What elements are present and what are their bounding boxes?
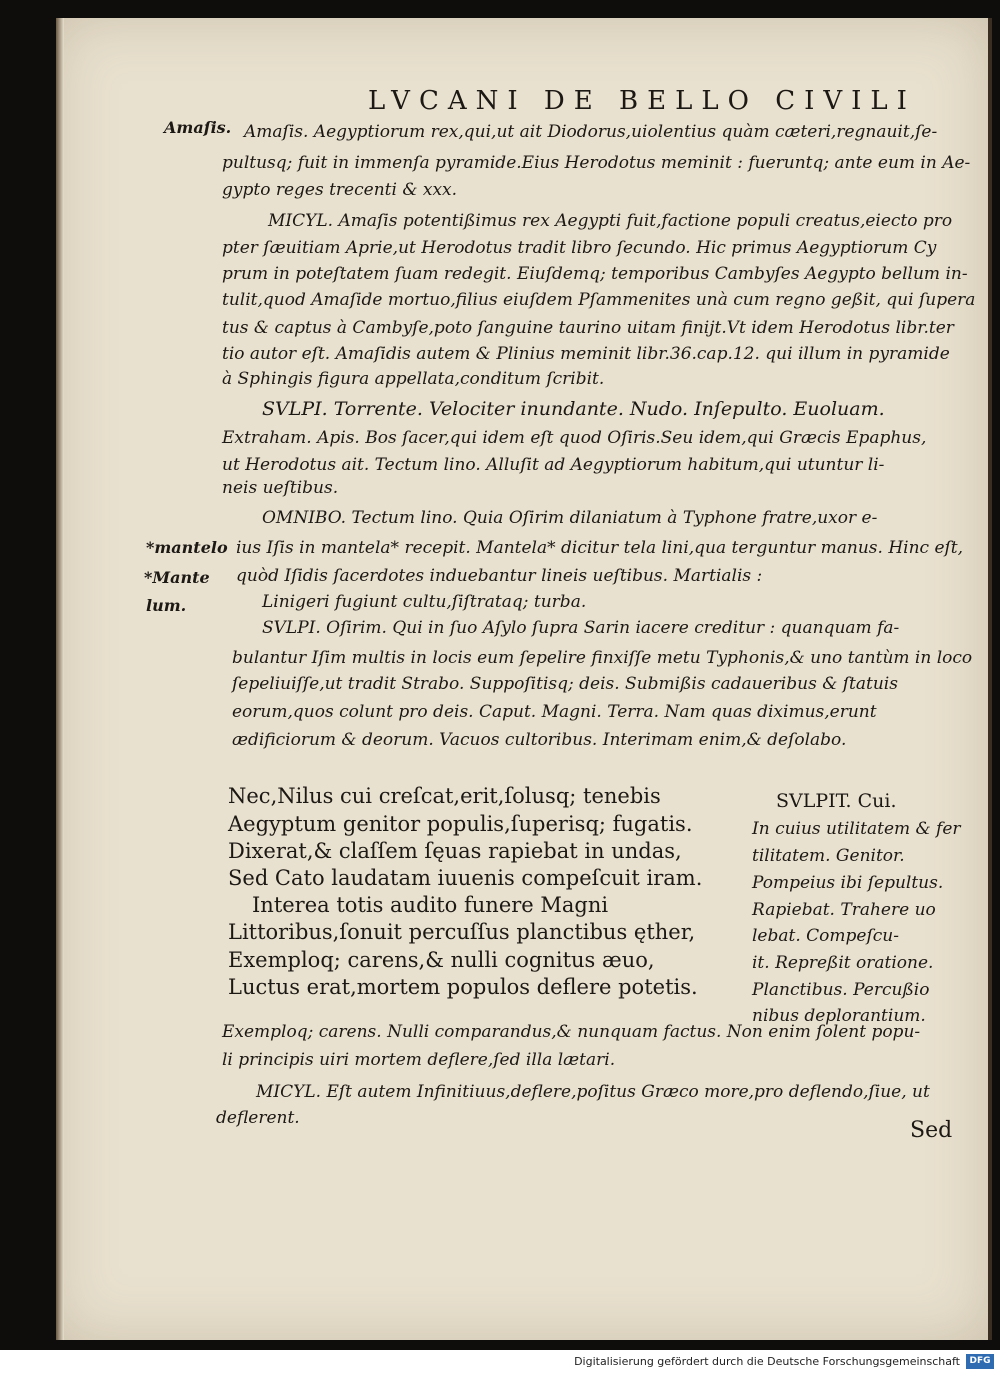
commentary-line: ius Iſis in mantela* recepit. Mantela* dicitur tela lini,qua terguntur manus. Hinc eſt, [236,538,964,558]
verse-line: Littoribus,ſonuit percuſſus planctibus ęther, [228,920,696,944]
commentary-line: ædificiorum & deorum. Vacuos cultoribus. Interimam enim,& deſolabo. [232,730,847,750]
commentary-line: li principis uiri mortem deflere,ſed illa lætari. [222,1050,616,1070]
side-note-line: Rapiebat. Trahere uo [752,900,936,920]
verse-line: Nec,Nilus cui creſcat,erit,ſolusq; tenebis [228,784,661,808]
margin-note: *mantelo [146,538,228,557]
commentary-line: SVLPI. Torrente. Velociter inundante. Nudo. Inſepulto. Euoluam. [262,398,885,420]
commentary-line: SVLPI. Oſirim. Qui in ſuo Aſylo ſupra Sarin iacere creditur : quanquam fa- [262,618,900,638]
verse-line: Sed Cato laudatam iuuenis compeſcuit iram. [228,866,703,890]
side-note-line: SVLPIT. Cui. [776,790,897,812]
commentary-line: Amaſis. Aegyptiorum rex,qui,ut ait Diodorus,uiolentius quàm cæteri,regnauit,ſe- [244,122,938,142]
side-note-line: In cuius utilitatem & fer [752,819,961,839]
side-note-line: Pompeius ibi ſepultus. [752,873,944,893]
commentary-line: OMNIBO. Tectum lino. Quia Oſirim dilaniatum à Typhone fratre,uxor e- [262,508,878,528]
side-note-line: nibus deplorantium. [752,1006,926,1026]
side-note-line: it. Repreßit oratione. [752,953,934,973]
commentary-line: prum in poteſtatem ſuam redegit. Eiuſdemq; temporibus Cambyſes Aegypto bellum in- [222,264,968,284]
page-gutter [56,18,64,1340]
margin-note: Amaſis. [164,118,232,137]
commentary-line: tus & captus à Cambyſe,poto ſanguine taurino uitam finijt.Vt idem Herodotus libr.ter [222,318,954,338]
commentary-line: MICYL. Eſt autem Infinitiuus,deflere,poſitus Græco more,pro deflendo,ſiue, ut [256,1082,930,1102]
commentary-line: gypto reges trecenti & xxx. [222,180,458,200]
commentary-line: pultusq; fuit in immenſa pyramide.Eius Herodotus meminit : fueruntq; ante eum in Ae- [222,153,971,173]
commentary-line: pter ſæuitiam Aprie,ut Herodotus tradit libro ſecundo. Hic primus Aegyptiorum Cy [222,238,937,258]
commentary-line: tulit,quod Amaſide mortuo,filius eiuſdem Pſammenites unà cum regno geßit, qui ſupera [222,290,976,310]
commentary-line: MICYL. Amaſis potentißimus rex Aegypti fuit,factione populi creatus,eiecto pro [268,211,953,231]
margin-note: *Mante [144,568,210,587]
commentary-line: eorum,quos colunt pro deis. Caput. Magni. Terra. Nam quas diximus,erunt [232,702,877,722]
verse-line: Dixerat,& claſſem ſęuas rapiebat in undas, [228,839,682,863]
commentary-line: Extraham. Apis. Bos ſacer,qui idem eſt quod Oſiris.Seu idem,qui Græcis Epaphus, [222,428,927,448]
footer-bar [0,1350,1000,1376]
margin-note: lum. [146,596,187,615]
commentary-line: bulantur Iſim multis in locis eum ſepelire finxiſſe metu Typhonis,& uno tantùm in loco [232,648,973,668]
commentary-line: ſepeliuiſſe,ut tradit Strabo. Suppoſitisq; deis. Submißis cadaueribus & ſtatuis [232,674,898,694]
footer-credit: Digitalisierung gefördert durch die Deutsche Forschungsgemeinschaft [574,1355,960,1368]
commentary-line: tio autor eſt. Amaſidis autem & Plinius meminit libr.36.cap.12. qui illum in pyramide [222,344,950,364]
commentary-line: ut Herodotus ait. Tectum lino. Alluſit ad Aegyptiorum habitum,qui utuntur li- [222,455,885,475]
commentary-line: quòd Iſidis ſacerdotes induebantur lineis ueſtibus. Martialis : [236,566,763,586]
verse-line: Exemploq; carens,& nulli cognitus æuo, [228,948,655,972]
catchword: Sed [910,1118,953,1143]
side-note-line: Planctibus. Percußio [752,980,930,1000]
commentary-line: à Sphingis figura appellata,conditum ſcribit. [222,369,605,389]
side-note-line: lebat. Compeſcu- [752,926,899,946]
commentary-line: neis ueſtibus. [222,478,339,498]
commentary-line: Linigeri fugiunt cultu,ſiſtrataq; turba. [262,592,587,612]
verse-line: Interea totis audito funere Magni [252,893,609,917]
dfg-logo-icon: DFG [966,1354,994,1369]
commentary-line: deflerent. [216,1108,300,1128]
verse-line: Aegyptum genitor populis,ſuperisq; fugatis. [228,812,693,836]
commentary-line: Exemploq; carens. Nulli comparandus,& nunquam factus. Non enim ſolent popu- [222,1022,921,1042]
running-head: LVCANI DE BELLO CIVILI [368,86,916,116]
verse-line: Luctus erat,mortem populos deflere potetis. [228,975,698,999]
side-note-line: tilitatem. Genitor. [752,846,905,866]
